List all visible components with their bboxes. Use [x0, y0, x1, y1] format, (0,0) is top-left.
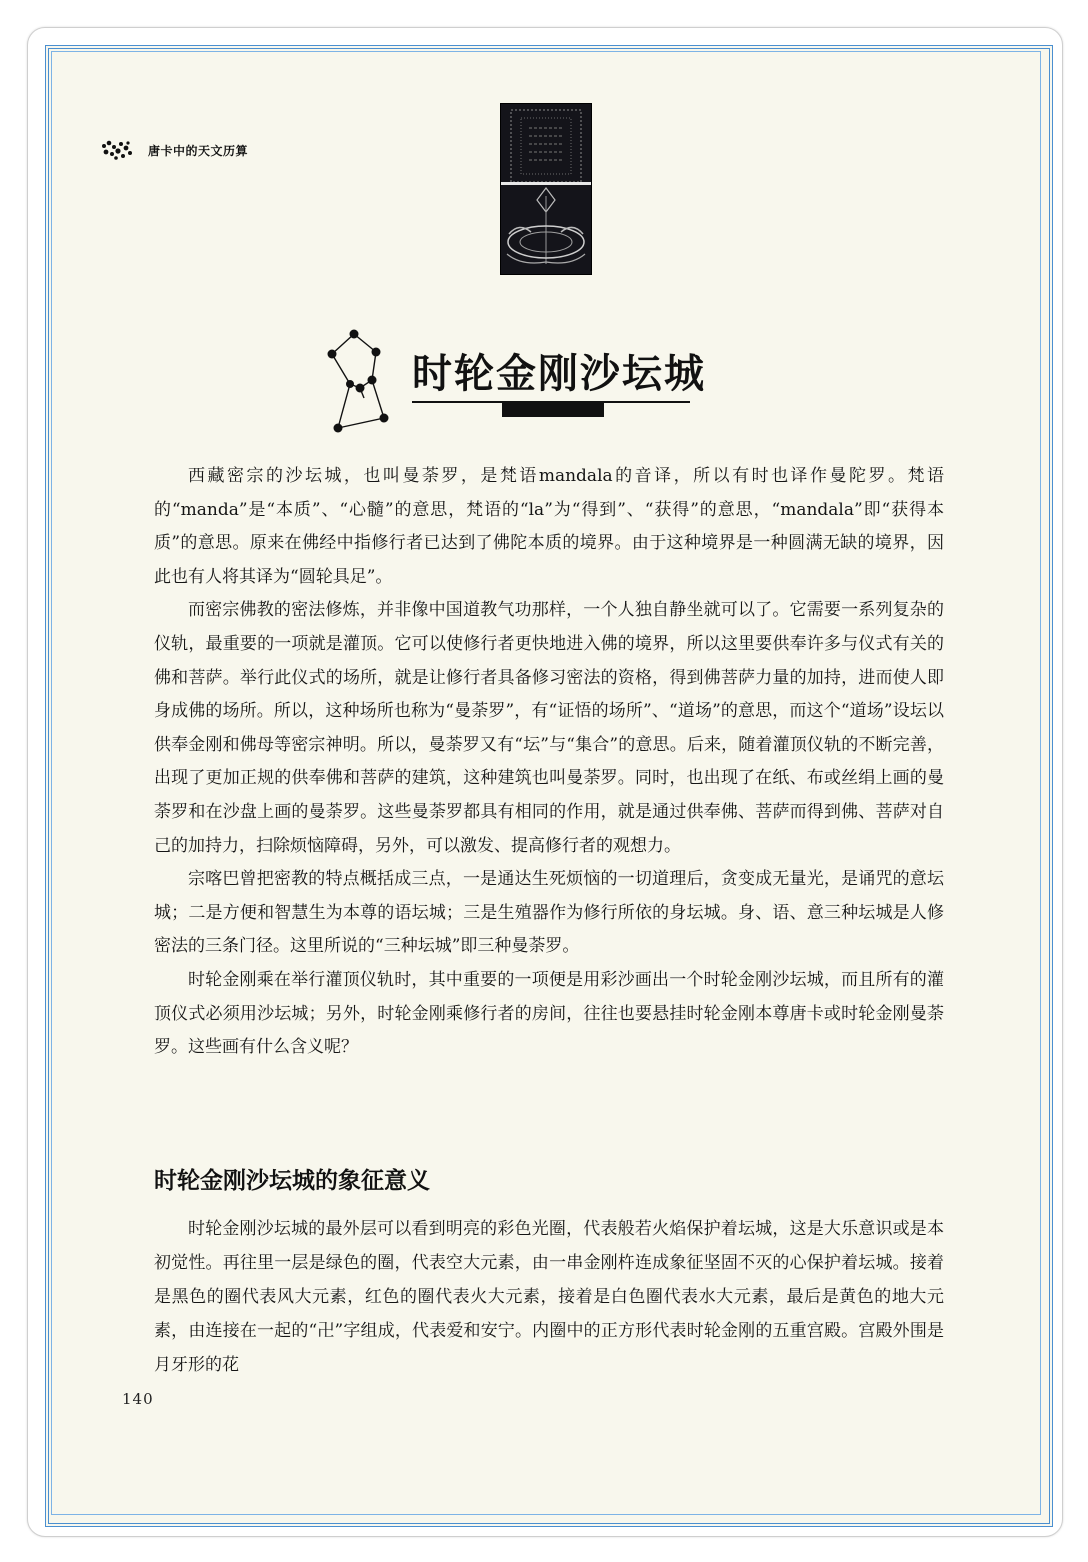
running-header: [100, 138, 248, 162]
dots-ornament-icon: [100, 138, 134, 162]
paragraph: 宗喀巴曾把密教的特点概括成三点，一是通达生死烦恼的一切道理后，贪变成无量光，是诵咒的意坛城；二是方便和智慧生为本尊的语坛城；三是生殖器作为修行所依的身坛城。身、语、意三种坛城是人修密法的三条门径。这里所说的“三种坛城”即三种曼荼罗。: [154, 869, 944, 957]
paragraph: 时轮金刚乘在举行灌顶仪轨时，其中重要的一项便是用彩沙画出一个时轮金刚沙坛城，而且所有的灌顶仪式必须用沙坛城；另外，时轮金刚乘修行者的房间，往往也要悬挂时轮金刚本尊唐卡或时轮金刚曼荼罗。这些画有什么含义呢？: [154, 969, 944, 1058]
title-block: [320, 322, 706, 437]
thangka-strip-image: [500, 103, 592, 275]
title-bar-accent: [502, 403, 604, 417]
section-body: [154, 1212, 944, 1382]
body-text: [154, 460, 944, 1065]
paragraph: 而密宗佛教的密法修炼，并非像中国道教气功那样，一个人独自静坐就可以了。它需要一系列复杂的仪轨，最重要的一项就是灌顶。它可以使修行者更快地进入佛的境界，所以这里要供奉许多与仪式有关的佛和菩萨。举行此仪式的场所，就是让修行者具备修习密法的资格，得到佛菩萨力量的加持，进而使人即身成佛的场所。所以，这种场所也称为“曼荼罗”，有“证悟的场所”、“道场”的意思，而这个“道场”设坛以供奉金刚和佛母等密宗神明。所以，曼荼罗又有“坛”与“集合”的意思。后来，随着灌顶仪轨的不断完善，出现了更加正规的供奉佛和菩萨的建筑，这种建筑也叫曼荼罗。同时，也出现了在纸、布或丝绢上画的曼荼罗和在沙盘上画的曼荼罗。这些曼荼罗都具有相同的作用，就是通过供奉佛、菩萨而得到佛、菩萨对自己的加持力，扫除烦恼障碍，另外，可以激发、提高修行者的观想力。: [154, 600, 944, 856]
running-header-title: 唐卡中的天文历算: [148, 143, 249, 158]
section-heading: 时轮金刚沙坛城的象征意义: [154, 1168, 430, 1194]
paragraph: 时轮金刚沙坛城的最外层可以看到明亮的彩色光圈，代表般若火焰保护着坛城，这是大乐意识或是本初觉性。再往里一层是绿色的圈，代表空大元素，由一串金刚杵连成象征坚固不灭的心保护着坛城。接着是黑色的圈代表风大元素，红色的圈代表火大元素，接着是白色圈代表水大元素，最后是黄色的地大元素，由连接在一起的“卍”字组成，代表爱和安宁。内圈中的正方形代表时轮金刚的五重宫殿。宫殿外围是月牙形的花: [154, 1219, 944, 1375]
page-number: 140: [122, 1390, 154, 1408]
constellation-icon: [320, 322, 404, 434]
page-title: 时轮金刚沙坛城: [412, 350, 706, 397]
paragraph: 西藏密宗的沙坛城，也叫曼荼罗，是梵语mandala的音译，所以有时也译作曼陀罗。梵语的“manda”是“本质”、“心髓”的意思，梵语的“la”为“得到”、“获得”的意思，“mandala”即“获得本质”的意思。原来在佛经中指修行者已达到了佛陀本质的境界。由于这种境界是一种圆满无缺的境界，因此也有人将其译为“圆轮具足”。: [154, 466, 944, 587]
